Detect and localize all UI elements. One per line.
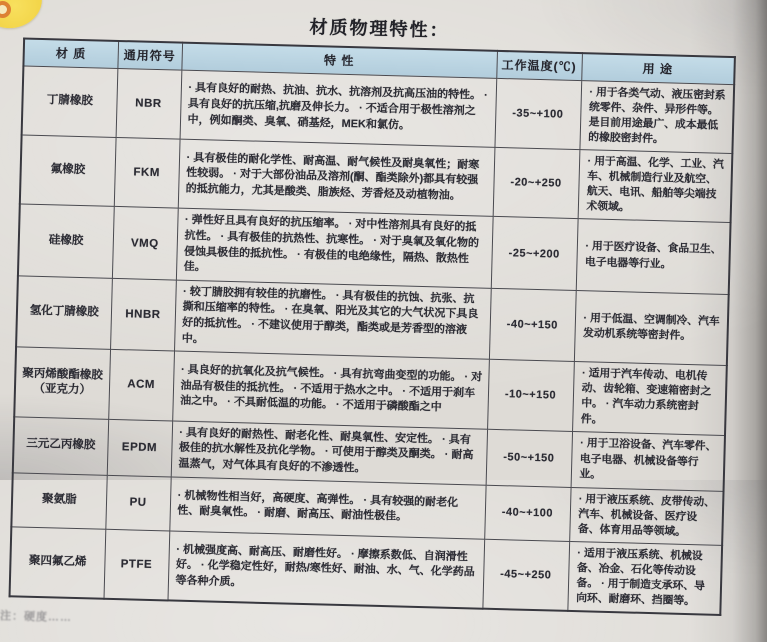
symbol-cell: HNBR (110, 278, 176, 351)
usage-cell: · 适用于液压系统、机械设备、冶金、石化等传动设备。 · 用于制造支承环、导向环、耐磨环、挡圈等。 (567, 541, 722, 615)
symbol-cell: EPDM (107, 419, 172, 476)
col-header-properties: 特 性 (181, 43, 497, 78)
properties-cell: · 具有良好的耐热性、耐老化性、耐臭氧性、安定性。 · 具有极佳的抗水解性及抗化学物。 · 可使用于醇类及酮类。 · 耐高温蒸气，对气体具有良好的不渗透性。 (171, 421, 487, 485)
symbol-cell: ACM (108, 350, 174, 421)
temperature-cell: -40~+100 (484, 485, 570, 542)
temperature-cell: -10~+150 (487, 360, 574, 432)
material-cell: 三元乙丙橡胶 (13, 417, 108, 475)
temperature-cell: -35~+100 (494, 78, 581, 150)
properties-cell: · 具有良好的耐热、抗油、抗水、抗溶剂及抗高压油的特性。 · 具有良好的抗压缩,抗磨及伸长力。 · 不适合用于极性溶剂之中，例如酮类、臭氧、硝基烃，MEK和氯仿。 (180, 70, 497, 148)
properties-cell: · 具有极佳的耐化学性、耐高温、耐气候性及耐臭氧性；耐寒性较弱。 · 对于大部份油品及溶剂(酮、酯类除外)都具有较强的抵抗能力，尤其是酸类、脂族烃、芳香烃及动植物油。 (178, 139, 495, 217)
photographed-page (0, 5, 736, 642)
usage-cell: · 用于医疗设备、食品卫生、电子电器等行业。 (576, 219, 731, 294)
symbol-cell: PTFE (103, 529, 169, 601)
symbol-cell: VMQ (112, 207, 178, 280)
usage-cell: · 适用于汽车传动、电机传动、齿轮箱、变速箱密封之中。 · 汽车动力系统密封件。 (572, 362, 727, 435)
temperature-cell: -20~+250 (493, 147, 580, 219)
col-header-temperature: 工作温度(℃) (496, 51, 582, 80)
page-title: 材质物理特性： (309, 16, 450, 41)
temperature-cell: -50~+150 (486, 429, 572, 487)
col-header-symbol: 通用符号 (117, 41, 182, 70)
usage-cell: · 用于液压系统、皮带传动、汽车、机械设备、医疗设备、体育用品等领域。 (569, 487, 723, 545)
usage-cell: · 用于高温、化学、工业、汽车、机械制造行业及航空、航天、电讯、船舶等尖端技术领域。 (578, 150, 733, 223)
col-header-material: 材 质 (23, 38, 118, 67)
material-cell: 聚氨脂 (11, 472, 106, 529)
properties-cell: · 弹性好且具有良好的抗压缩率。 · 对中性溶剂具有良好的抵抗性。 · 具有极佳的抗热性、抗寒性。 · 对于臭氧及氧化物的侵蚀具极佳的抵抗性。 · 有极佳的电绝缘性，隔热、散热性佳。 (176, 208, 493, 288)
material-cell: 硅橡胶 (18, 204, 114, 278)
symbol-cell: FKM (114, 137, 180, 208)
properties-cell: · 机械物性相当好，高硬度、高弹性。 · 具有较强的耐老化性、耐臭氧性。 · 耐磨、耐高压、耐油性极佳。 (169, 476, 485, 539)
material-cell: 氢化丁腈橡胶 (16, 276, 112, 350)
col-header-usage: 用 途 (581, 53, 735, 84)
material-cell: 聚丙烯酸酯橡胶（亚克力） (14, 347, 110, 419)
properties-cell: · 较丁腈胶拥有较佳的抗磨性。 · 具有极佳的抗蚀、抗张、抗撕和压缩率的特性。 · 在臭氧、阳光及其它的大气状况下具良好的抵抗性。 · 不建议使用于醇类，酯类或是芳香型的溶液中。 (174, 280, 491, 360)
symbol-cell: NBR (116, 68, 182, 139)
cut-off-note: 注：硬度…… (0, 610, 73, 625)
usage-cell: · 用于各类气动、液压密封系统零件、杂件、异形件等。是目前用途最广、成本最低的橡胶密封件。 (579, 80, 734, 153)
properties-cell: · 机械强度高、耐高压、耐磨性好。 · 摩擦系数低、自润滑性好。 · 化学稳定性好，耐热/寒性好、耐油、水、气、化学药品等各种介质。 (167, 531, 484, 609)
temperature-cell: -40~+150 (489, 288, 576, 362)
usage-cell: · 用于卫浴设备、汽车零件、电子电器、机械设备等行业。 (571, 431, 725, 491)
temperature-cell: -45~+250 (482, 539, 569, 611)
material-cell: 氟橡胶 (20, 135, 116, 207)
temperature-cell: -25~+200 (491, 217, 578, 291)
symbol-cell: PU (105, 475, 170, 531)
properties-cell: · 具良好的抗氧化及抗气候性。 · 具有抗弯曲变型的功能。 · 对油品有极佳的抵抗性。 · 不适用于热水之中。 · 不适用于刹车油之中。 · 不具耐低温的功能。 · 不适用于磷酸酯之中 (172, 351, 489, 429)
material-cell: 丁腈橡胶 (22, 65, 118, 137)
material-properties-table (9, 37, 736, 616)
material-cell: 聚四氟乙烯 (10, 527, 106, 599)
usage-cell: · 用于低温、空调制冷、汽车发动机系统等密封件。 (574, 290, 729, 365)
